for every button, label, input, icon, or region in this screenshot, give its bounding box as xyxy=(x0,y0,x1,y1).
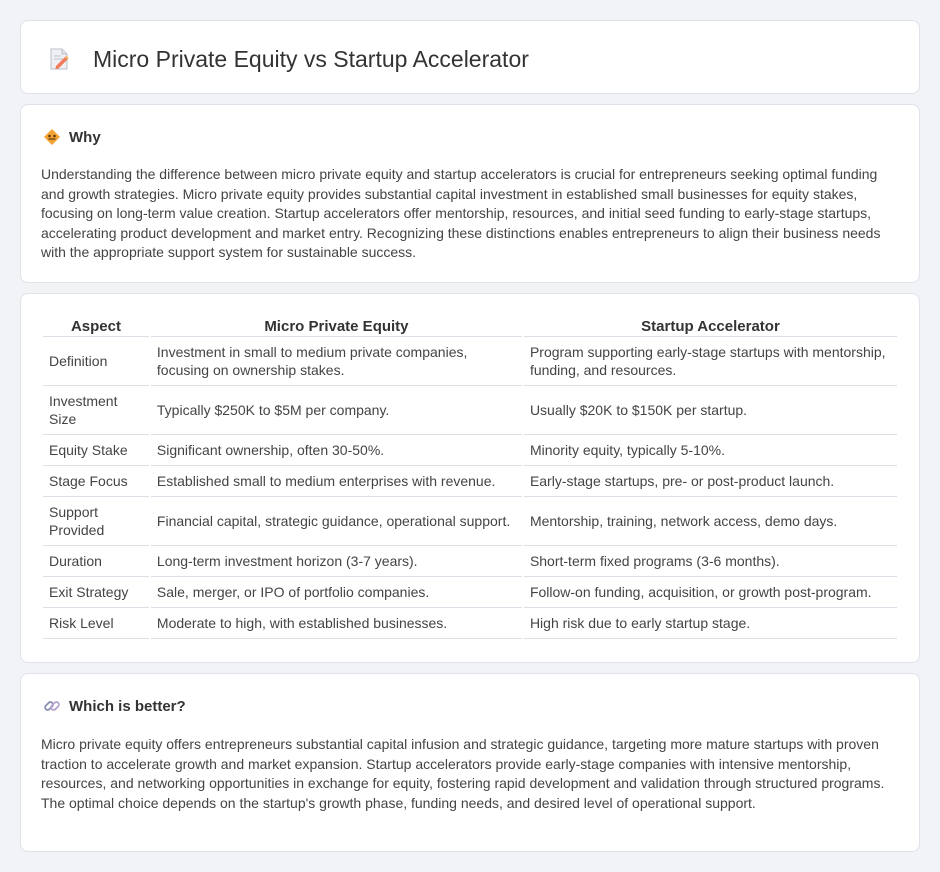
table-row xyxy=(43,337,897,386)
accelerator-cell: Program supporting early-stage startups with mentorship, funding, and resources. xyxy=(524,337,897,386)
column-header-aspect: Aspect xyxy=(43,317,149,337)
table-row xyxy=(43,577,897,608)
micro-pe-cell: Significant ownership, often 30-50%. xyxy=(151,435,522,466)
aspect-cell: Stage Focus xyxy=(43,466,149,497)
micro-pe-cell: Long-term investment horizon (3-7 years). xyxy=(151,546,522,577)
document-edit-icon xyxy=(47,47,71,71)
table-row xyxy=(43,497,897,546)
micro-pe-cell: Typically $250K to $5M per company. xyxy=(151,386,522,435)
aspect-cell: Investment Size xyxy=(43,386,149,435)
accelerator-cell: High risk due to early startup stage. xyxy=(524,608,897,639)
why-section xyxy=(20,104,920,283)
table-row xyxy=(43,386,897,435)
accelerator-cell: Follow-on funding, acquisition, or growth post-program. xyxy=(524,577,897,608)
table-row xyxy=(43,466,897,497)
better-text: Micro private equity offers entrepreneurs substantial capital infusion and strategic guidance, targeting more mature startups with proven traction to accelerate growth and market expansion. Startup accelerators provide early-stage companies with intensive mentorship, resources, and networking opportunities in exchange for equity, fostering rapid development and validation through structured programs. The optimal choice depends on the startup's growth phase, funding needs, and desired level of operational support. xyxy=(41,736,885,811)
comparison-section xyxy=(20,293,920,663)
accelerator-cell: Short-term fixed programs (3-6 months). xyxy=(524,546,897,577)
page-title: Micro Private Equity vs Startup Accelerator xyxy=(93,46,529,72)
link-icon xyxy=(43,697,61,715)
micro-pe-cell: Sale, merger, or IPO of portfolio companies. xyxy=(151,577,522,608)
why-heading xyxy=(43,127,101,147)
which-is-better-section xyxy=(20,673,920,852)
better-title: Which is better? xyxy=(69,697,186,715)
table-header-row xyxy=(43,317,897,337)
table-row xyxy=(43,608,897,639)
table-row xyxy=(43,546,897,577)
aspect-cell: Equity Stake xyxy=(43,435,149,466)
accelerator-cell: Early-stage startups, pre- or post-product launch. xyxy=(524,466,897,497)
why-title: Why xyxy=(69,128,101,146)
column-header-startup-accelerator: Startup Accelerator xyxy=(524,317,897,337)
accelerator-cell: Mentorship, training, network access, demo days. xyxy=(524,497,897,546)
accelerator-cell: Minority equity, typically 5-10%. xyxy=(524,435,897,466)
table-row xyxy=(43,435,897,466)
aspect-cell: Definition xyxy=(43,337,149,386)
micro-pe-cell: Established small to medium enterprises with revenue. xyxy=(151,466,522,497)
accelerator-cell: Usually $20K to $150K per startup. xyxy=(524,386,897,435)
micro-pe-cell: Moderate to high, with established businesses. xyxy=(151,608,522,639)
column-header-micro-private-equity: Micro Private Equity xyxy=(151,317,522,337)
micro-pe-cell: Financial capital, strategic guidance, operational support. xyxy=(151,497,522,546)
warning-sign-icon xyxy=(43,128,61,146)
header-card xyxy=(20,20,920,94)
comparison-table xyxy=(41,317,899,639)
why-text: Understanding the difference between micro private equity and startup accelerators is crucial for entrepreneurs seeking optimal funding and growth strategies. Micro private equity provides substantial capital investment in established small businesses for equity stakes, focusing on long-term value creation. Startup accelerators offer mentorship, resources, and initial seed funding to early-stage startups, accelerating product development and market entry. Recognizing these distinctions enables entrepreneurs to align their business needs with the appropriate support system for sustainable success. xyxy=(41,166,881,260)
aspect-cell: Duration xyxy=(43,546,149,577)
aspect-cell: Exit Strategy xyxy=(43,577,149,608)
aspect-cell: Risk Level xyxy=(43,608,149,639)
aspect-cell: Support Provided xyxy=(43,497,149,546)
micro-pe-cell: Investment in small to medium private companies, focusing on ownership stakes. xyxy=(151,337,522,386)
better-heading xyxy=(43,696,186,716)
